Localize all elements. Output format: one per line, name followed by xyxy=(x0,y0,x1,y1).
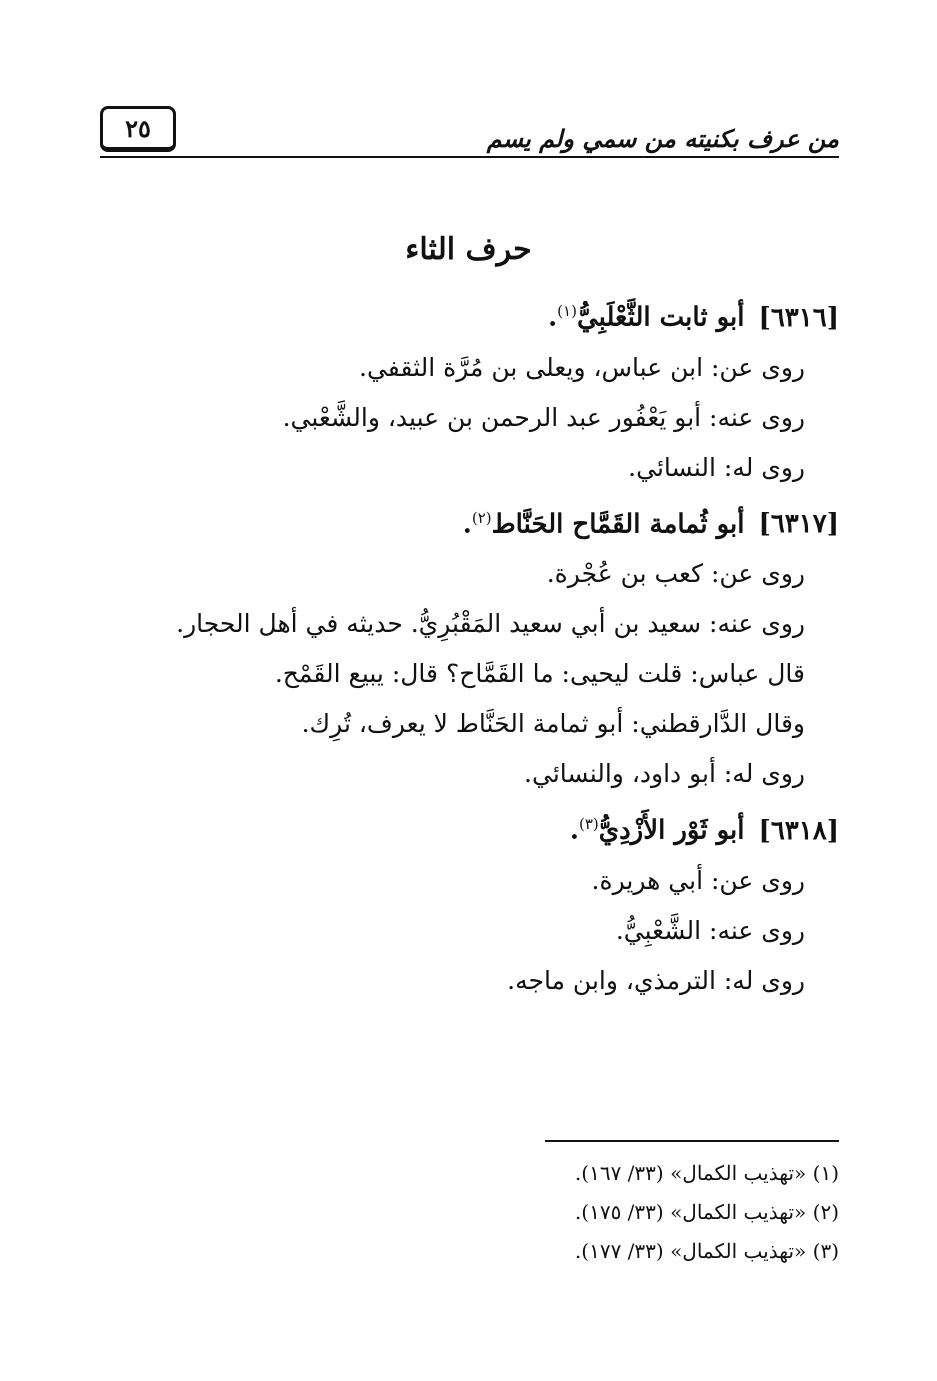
narration-line: قال عباس: قلت ليحيى: ما القَمَّاح؟ قال: يبيع القَمْح. xyxy=(274,659,805,689)
narration-line: روى عن: ابن عباس، ويعلى بن مُرَّة الثقفي. xyxy=(359,352,805,382)
footnote-rule xyxy=(545,1140,839,1142)
narration-line: روى له: الترمذي، وابن ماجه. xyxy=(507,965,805,995)
narration-line: روى له: النسائي. xyxy=(628,452,805,482)
footnote: (٢) «تهذيب الكمال» (٣٣/ ١٧٥). xyxy=(574,1200,839,1224)
footnotes xyxy=(575,1154,839,1271)
footnote: (١) «تهذيب الكمال» (٣٣/ ١٦٧). xyxy=(574,1161,839,1185)
footnote-ref: (١) xyxy=(557,302,577,320)
entry xyxy=(100,493,839,800)
entry xyxy=(100,286,839,493)
narration-line: وقال الدَّارقطني: أبو ثمامة الحَنَّاط لا يعرف، تُرِك. xyxy=(301,709,805,739)
narration-line: روى عن: كعب بن عُجْرة. xyxy=(546,559,805,589)
entries-container xyxy=(100,286,839,1006)
entry-heading xyxy=(100,493,839,550)
narration-line: روى عنه: الشَّعْبِيُّ. xyxy=(615,915,805,945)
entry-end: . xyxy=(569,815,579,846)
section-title: حرف الثاء xyxy=(405,232,532,267)
narration-line: روى عنه: أبو يَعْفُور عبد الرحمن بن عبيد، والشَّعْبي. xyxy=(282,402,805,432)
entry-name: أبو ثَوْر الأَزْدِيُّ xyxy=(598,815,745,846)
narration-line: روى له: أبو داود، والنسائي. xyxy=(524,759,805,789)
entry-name: أبو ثابت الثَّعْلَبِيُّ xyxy=(576,302,745,333)
narration-line: روى عن: أبي هريرة. xyxy=(591,865,805,895)
entry xyxy=(100,799,839,1006)
entry-number: [٦٣١٧] xyxy=(758,509,839,540)
entry-number: [٦٣١٦] xyxy=(758,302,839,333)
entry-end: . xyxy=(548,302,558,333)
entry-end: . xyxy=(462,509,472,540)
entry-heading xyxy=(100,286,839,343)
narration-line: روى عنه: سعيد بن أبي سعيد المَقْبُرِيُّ. حديثه في أهل الحجار. xyxy=(176,609,805,639)
entry-name: أبو ثُمامة القَمَّاح الحَنَّاط xyxy=(491,509,745,540)
running-title: من عرف بكنيته من سمي ولم يسم xyxy=(486,124,839,153)
footnote: (٣) «تهذيب الكمال» (٣٣/ ١٧٧). xyxy=(574,1239,839,1263)
entry-heading xyxy=(100,799,839,856)
entry-number: [٦٣١٨] xyxy=(758,815,839,846)
header-rule xyxy=(100,156,839,158)
footnote-ref: (٢) xyxy=(471,508,492,527)
page-number: ٢٥ xyxy=(125,113,151,143)
page-number-box xyxy=(100,106,176,152)
footnote-ref: (٣) xyxy=(578,815,599,834)
